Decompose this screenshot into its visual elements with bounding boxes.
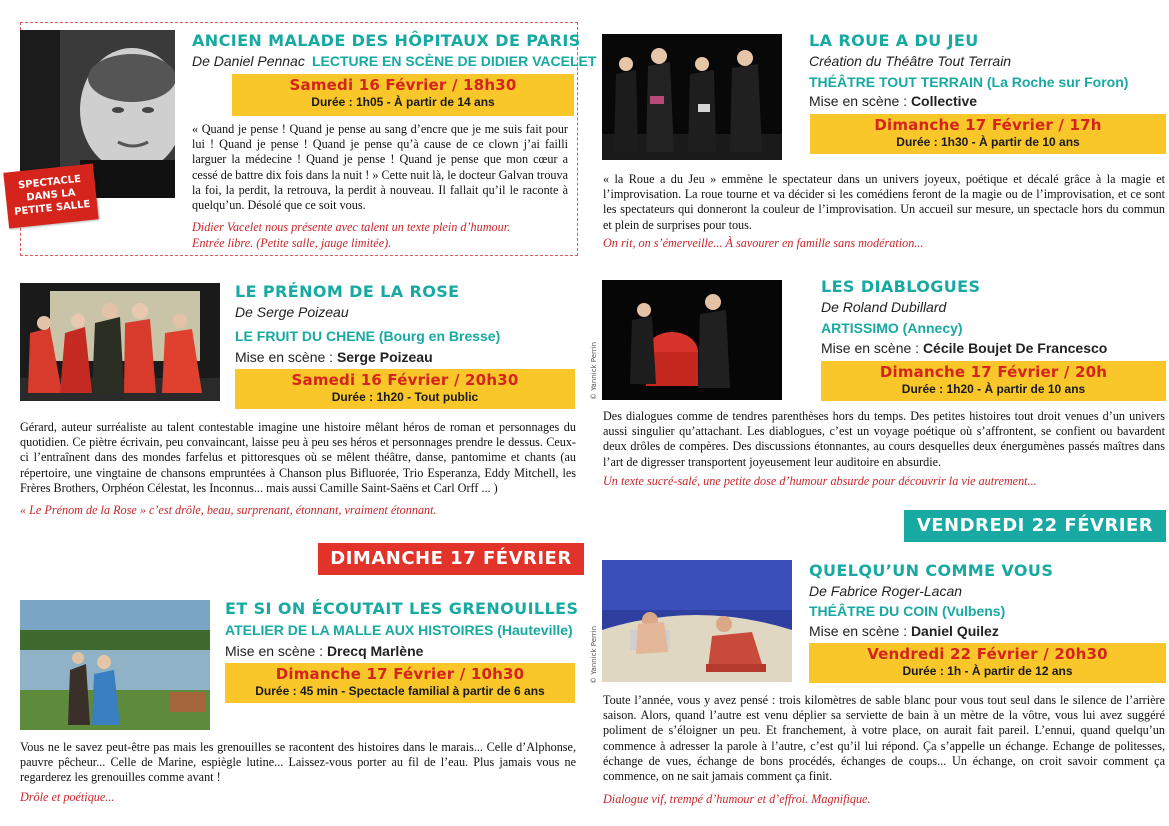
event-company: LE FRUIT DU CHENE (Bourg en Bresse) [235, 328, 501, 344]
staging-label: Mise en scène : [225, 643, 327, 659]
event-date-box [821, 361, 1166, 401]
event-note: Dialogue vif, trempé d’humour et d’effroi. Magnifique. [603, 792, 871, 806]
event-description: « Quand je pense ! Quand je pense au sang d’encre que je me suis fait pour lui ! Quand je pense ! Quand je pense qu’à cause de ce clown j’ai failli larguer la médecine ! Quand je pense ! Quand je pense que mon cœur a cessé de battre dix fois dans la nuit ! » Cette nuit là, le docteur Galvan trouva la foi, la perdit, la retrouva, la perdit à nouveau. Il fallait qu’il le raconte à quelqu’un. Désolé que ce soit vous. [192, 122, 569, 213]
event-date-box [810, 114, 1166, 154]
staging-name: Collective [910, 93, 978, 109]
event-note: « Le Prénom de la Rose » c’est drôle, beau, surprenant, étonnant, vraiment étonnant. [20, 503, 437, 517]
staging-name: Daniel Quilez [910, 623, 999, 639]
event-title: QUELQU’UN COMME VOUS [809, 561, 1054, 580]
event-date: Dimanche 17 Février / 20h [879, 363, 1108, 381]
event-author: Création du Théâtre Tout Terrain [809, 53, 1012, 69]
event-date: Dimanche 17 Février / 10h30 [275, 665, 525, 683]
staging-label: Mise en scène : [809, 623, 911, 639]
event-date: Dimanche 17 Février / 17h [874, 116, 1102, 134]
event-company: THÉÂTRE DU COIN (Vulbens) [809, 603, 1006, 619]
event-description: Toute l’année, vous y avez pensé : trois kilomètres de sable blanc pour vous tout seul dans le silence de l’arrière saison. Alors, quand l’autre est venu déplier sa serviette de bain à un mètre de la vôtre, vous lui avez suggéré poliment de s’éloigner un peu. Et franchement, à votre place, on aurait fait pareil. L’ennui, quand quelqu’un commence à adresser la parole à l’autre, c’est qu’il lui répond. Ça s’appelle un échange. Echange de politesses, échange de vues, échange de bons procédés, échanges de coups... Un échange, on croit savoir comment ça commence, on ne sait jamais comment ça finit. [603, 693, 1165, 784]
event-date-box [809, 643, 1166, 683]
event-description: Vous ne le savez peut-être pas mais les grenouilles se racontent des histoires dans le marais... Celle d’Alphonse, pauvre pêcheur... Celle de Marine, espiègle lutine... Laissez-vous porter au fil de l’eau. Plus jamais vous ne regarderez les grenouilles comme avant ! [20, 740, 576, 785]
event-author: De Serge Poizeau [235, 304, 349, 320]
event-author: De Roland Dubillard [821, 299, 947, 315]
day-banner-vendredi: VENDREDI 22 FÉVRIER [904, 510, 1166, 542]
event-author: De Daniel Pennac [192, 53, 305, 69]
event-title: ET SI ON ÉCOUTAIT LES GRENOUILLES [225, 599, 579, 618]
event-company: LECTURE EN SCÈNE DE DIDIER VACELET [312, 53, 597, 69]
event-duration: Durée : 1h - À partir de 12 ans [902, 664, 1073, 678]
event-date: Vendredi 22 Février / 20h30 [867, 645, 1108, 663]
event-title: LA ROUE A DU JEU [809, 31, 979, 50]
event-staging [809, 93, 977, 109]
event-author: De Fabrice Roger-Lacan [809, 583, 963, 599]
event-title: ANCIEN MALADE DES HÔPITAUX DE PARIS [192, 31, 581, 50]
staging-name: Serge Poizeau [336, 349, 433, 365]
event-duration: Durée : 1h05 - À partir de 14 ans [311, 95, 495, 109]
photo-credit: © Yannick Perrin [590, 341, 598, 400]
grenouilles-show-photo [20, 600, 210, 730]
event-title: LES DIABLOGUES [821, 277, 981, 296]
staging-label: Mise en scène : [809, 93, 911, 109]
event-note: Drôle et poétique... [20, 790, 115, 804]
event-date: Samedi 16 Février / 18h30 [289, 76, 517, 94]
staging-label: Mise en scène : [235, 349, 337, 365]
event-note: Didier Vacelet nous présente avec talent un texte plein d’humour. [192, 220, 511, 234]
staging-name: Cécile Boujet De Francesco [922, 340, 1108, 356]
event-staging [225, 643, 423, 659]
event-date-box [232, 74, 574, 116]
photo-credit: © Yannick Perrin [590, 625, 598, 684]
event-duration: Durée : 45 min - Spectacle familial à partir de 6 ans [255, 684, 545, 698]
staging-name: Drecq Marlène [326, 643, 424, 659]
day-banner-dimanche: DIMANCHE 17 FÉVRIER [318, 543, 584, 575]
event-company: THÉÂTRE TOUT TERRAIN (La Roche sur Foron) [809, 74, 1129, 90]
event-date-box [235, 369, 575, 409]
event-description: Gérard, auteur surréaliste au talent contestable imagine une histoire mêlant héros de roman et personnages du quotidien. Ce piètre écrivain, peu convaincant, laisse peu à peu ses héros et personnages prendre le dessus. Ceux-ci l’entraînent dans des mondes farfelus et pittoresques où se mêlent théâtre, danse, pantomime et chants (au répertoire, une vingtaine de chansons empruntées à Chanson plus Bifluorée, Trio Esperanza, Eddy Mitchell, les Frères Brothers, Orphéon Célestat, les Inconnus... mais aussi Camille Saint-Saëns et Carl Orff ... ) [20, 420, 576, 495]
event-note: On rit, on s’émerveille... À savourer en famille sans modération... [603, 236, 924, 250]
event-staging [821, 340, 1107, 356]
event-date: Samedi 16 Février / 20h30 [291, 371, 519, 389]
event-title: LE PRÉNOM DE LA ROSE [235, 282, 460, 301]
event-note: Un texte sucré-salé, une petite dose d’humour absurde pour découvrir la vie autrement... [603, 474, 1037, 488]
event-description: « la Roue a du Jeu » emmène le spectateur dans un univers joyeux, poétique et décalé grâce à la magie et l’improvisation. La roue tourne et va décider si les comédiens feront de la magie ou de l’improvisation, et ce sont les spectateurs qui donneront la couleur de l’improvisation. Un accueil sur mesure, un spectacle hors du commun et plein de surprises pour tous. [603, 172, 1165, 232]
event-duration: Durée : 1h30 - À partir de 10 ans [896, 135, 1080, 149]
event-duration: Durée : 1h20 - Tout public [331, 390, 479, 404]
staging-label: Mise en scène : [821, 340, 923, 356]
roue-show-photo [602, 34, 782, 160]
rose-show-photo [20, 283, 220, 401]
quelquun-show-photo [602, 560, 792, 682]
event-date-box [225, 663, 575, 703]
event-description: Des dialogues comme de tendres parenthèses hors du temps. Des petites histoires tout droit venues d’un univers aussi singulier qu’attachant. Les diablogues, c’est un voyage poétique où s’affrontent, se confient ou bavardent deux drôles de compères. Des discussions étonnantes, au cours desquelles deux énergumènes passés maîtres dans l’art de digresser transportent joyeusement leur auditoire en absurdie. [603, 409, 1165, 469]
event-company: ATELIER DE LA MALLE AUX HISTOIRES (Hauteville) [225, 622, 573, 638]
event-staging [809, 623, 999, 639]
event-duration: Durée : 1h20 - À partir de 10 ans [901, 382, 1086, 396]
petite-salle-sticker: SPECTACLE DANS LA PETITE SALLE [3, 163, 98, 228]
diablogues-show-photo [602, 280, 782, 400]
event-staging [235, 349, 433, 365]
event-note: Entrée libre. (Petite salle, jauge limitée). [192, 236, 392, 250]
event-company: ARTISSIMO (Annecy) [821, 320, 963, 336]
